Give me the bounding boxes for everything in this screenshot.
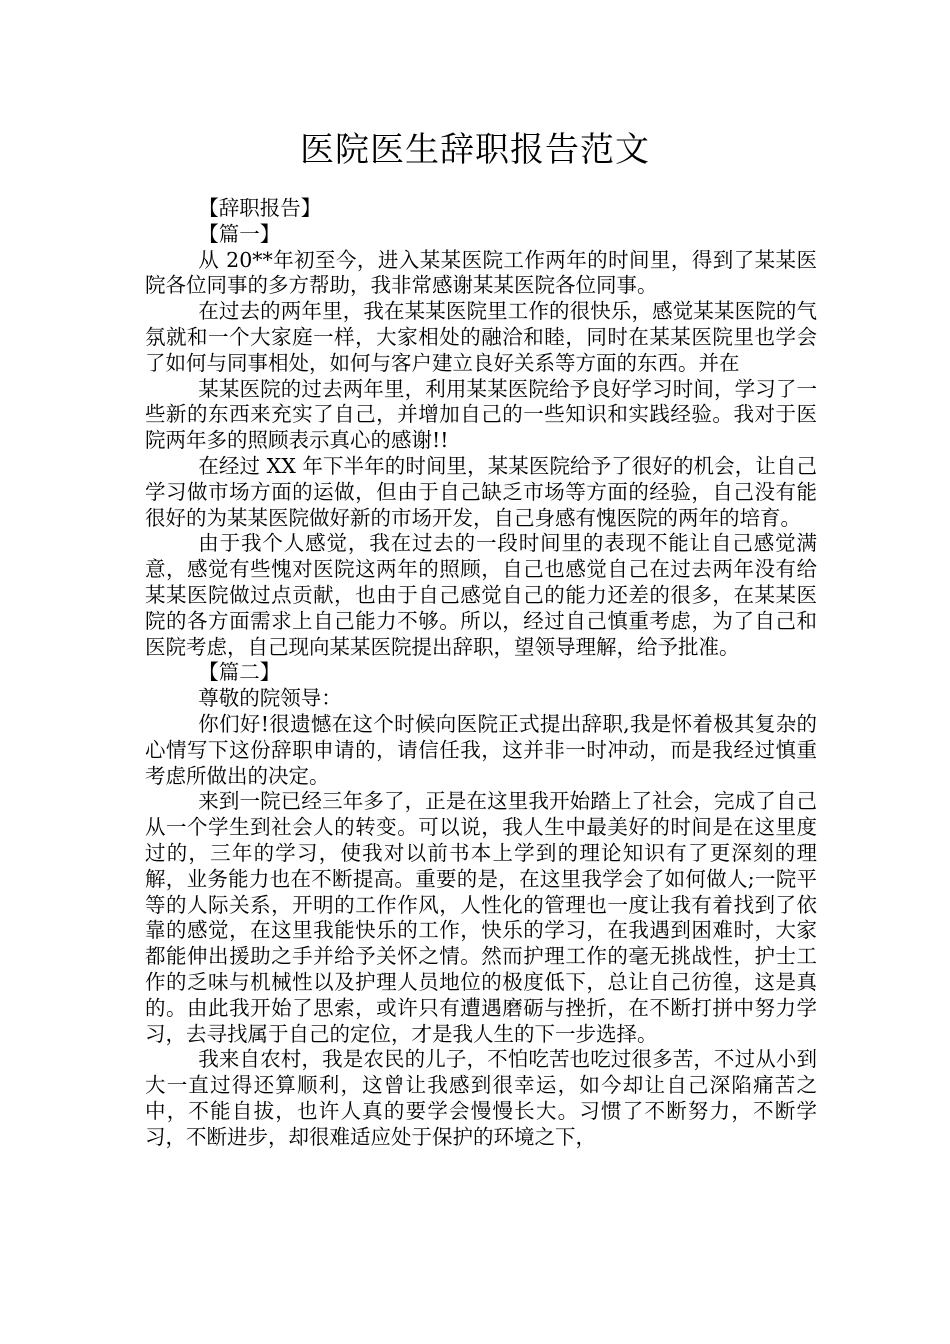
paragraph: 由于我个人感觉，我在过去的一段时间里的表现不能让自己感觉满意，感觉有些愧对医院这两年的照顾，自己也感觉自己在过去两年没有给某某医院做过点贡献，也由于自己感觉自己的能力还差的很多，在某某医院的各方面需求上自己能力不够。所以，经过自己慎重考虑，为了自己和医院考虑，自己现向某某医院提出辞职，望领导理解，给予批准。 (145, 531, 817, 659)
section-heading-part-two: 【篇二】 (198, 660, 281, 685)
paragraph: 在经过 XX 年下半年的时间里，某某医院给予了很好的机会，让自己学习做市场方面的运做，但由于自己缺乏市场等方面的经验，自己没有能很好的为某某医院做好新的市场开发，自己身感有愧医院的两年的培育。 (145, 453, 817, 530)
section-heading-part-one: 【篇一】 (198, 221, 281, 246)
paragraph: 你们好!很遗憾在这个时候向医院正式提出辞职,我是怀着极其复杂的心情写下这份辞职申请的，请信任我，这并非一时冲动，而是我经过慎重考虑所做出的决定。 (145, 711, 817, 788)
paragraph: 我来自农村，我是农民的儿子，不怕吃苦也吃过很多苦，不过从小到大一直过得还算顺利，这曾让我感到很幸运，如今却让自己深陷痛苦之中，不能自拔，也许人真的要学会慢慢长大。习惯了不断努力，不断学习，不断进步，却很难适应处于保护的环境之下， (145, 1047, 817, 1149)
paragraph: 在过去的两年里，我在某某医院里工作的很快乐，感觉某某医院的气氛就和一个大家庭一样，大家相处的融洽和睦，同时在某某医院里也学会了如何与同事相处，如何与客户建立良好关系等方面的东西。并在 (145, 299, 817, 375)
salutation: 尊敬的院领导： (198, 686, 342, 711)
document-title: 医院医生辞职报告范文 (300, 130, 650, 170)
document-body (145, 196, 817, 1150)
paragraph: 来到一院已经三年多了，正是在这里我开始踏上了社会，完成了自己从一个学生到社会人的转变。可以说，我人生中最美好的时间是在这里度过的，三年的学习，使我对以前书本上学到的理论知识有了更深刻的理解，业务能力也在不断提高。重要的是，在这里我学会了如何做人;一院平等的人际关系，开明的工作作风，人性化的管理也一度让我有着找到了依靠的感觉，在这里我能快乐的工作，快乐的学习，在我遇到困难时，大家都能伸出援助之手并给予关怀之情。然而护理工作的毫无挑战性，护士工作的乏味与机械性以及护理人员地位的极度低下，总让自己彷徨，这是真的。由此我开始了思索，或许只有遭遇磨砺与挫折，在不断打拼中努力学习，去寻找属于自己的定位，才是我人生的下一步选择。 (145, 789, 817, 1046)
paragraph: 从 20**年初至今，进入某某医院工作两年的时间里，得到了某某医院各位同事的多方帮助，我非常感谢某某医院各位同事。 (145, 247, 817, 298)
paragraph: 某某医院的过去两年里，利用某某医院给予良好学习时间，学习了一些新的东西来充实了自己，并增加自己的一些知识和实践经验。我对于医院两年多的照顾表示真心的感谢!! (145, 376, 817, 453)
section-heading-resignation-report: 【辞职报告】 (198, 196, 322, 220)
